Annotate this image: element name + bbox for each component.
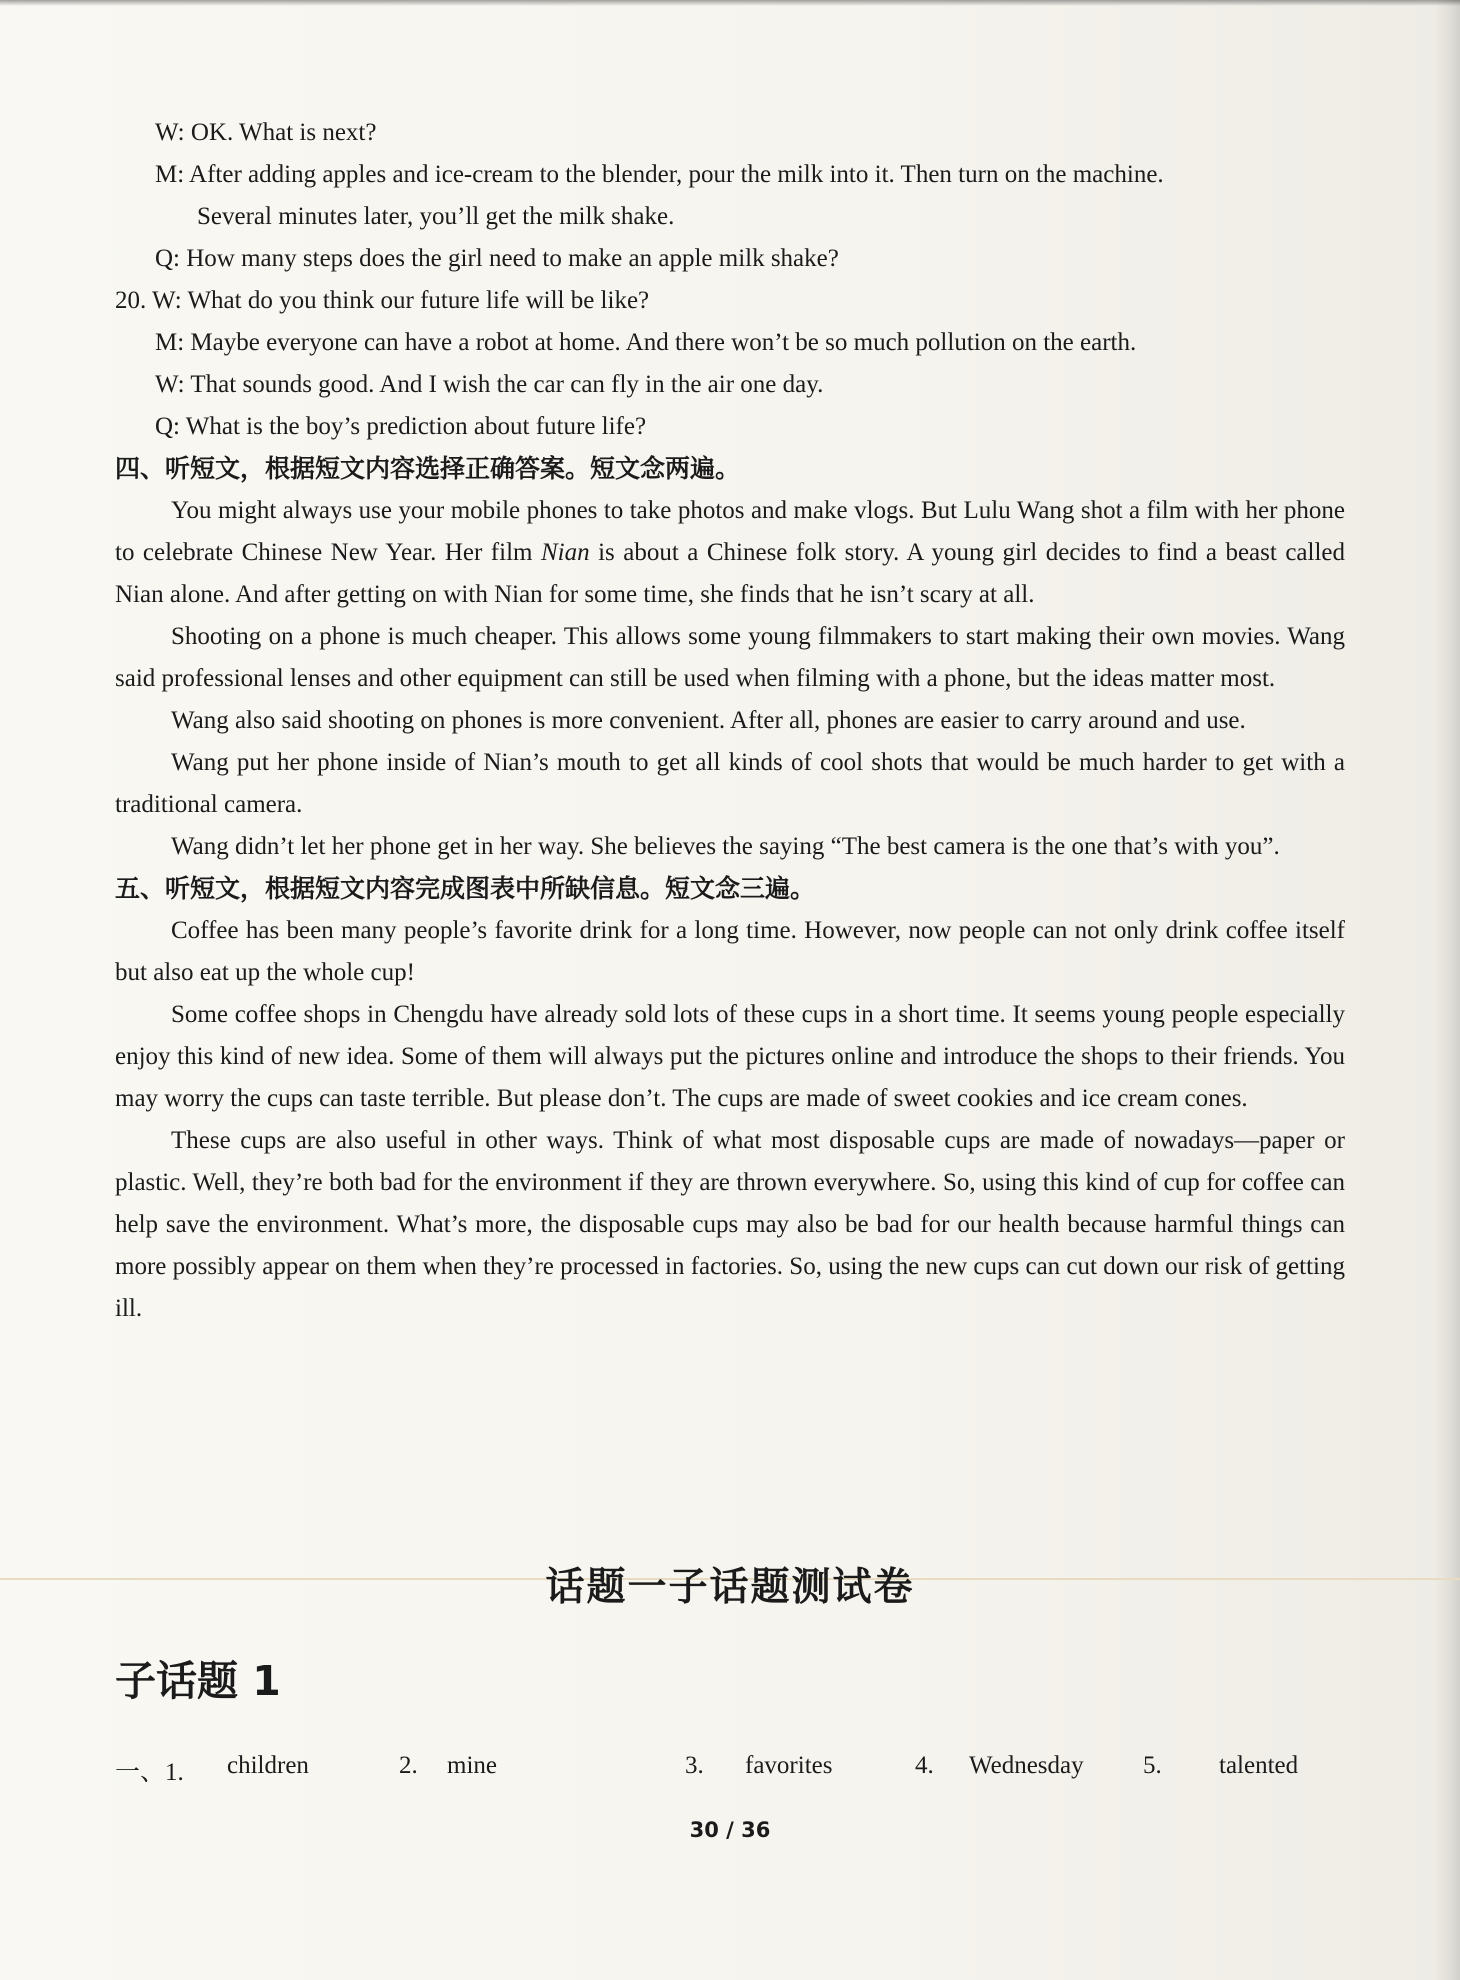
page-body bbox=[115, 112, 1345, 1330]
scan-top-edge bbox=[0, 0, 1460, 6]
sub-title: 子话题 1 bbox=[115, 1657, 281, 1705]
answer-4: Wednesday bbox=[969, 1752, 1084, 1779]
answer-row bbox=[115, 1752, 1345, 1792]
dialogue-line: Several minutes later, you’ll get the milk shake. bbox=[197, 203, 675, 230]
answer-lead: 一、1. bbox=[115, 1759, 184, 1786]
section-4-heading: 四、听短文，根据短文内容选择正确答案。短文念两遍。 bbox=[115, 454, 741, 483]
dialogue-line: Q: How many steps does the girl need to make an apple milk shake? bbox=[155, 245, 839, 272]
dialogue-line: W: OK. What is next? bbox=[155, 119, 377, 146]
section-5-paragraph: Some coffee shops in Chengdu have already sold lots of these cups in a short time. It seems young people especially enjoy this kind of new idea. Some of them will always put the pictures online and introduce the shops to their friends. You may worry the cups can taste terrible. But please don’t. The cups are made of sweet cookies and ice cream cones. bbox=[115, 1001, 1345, 1112]
answer-5-number: 5. bbox=[1143, 1752, 1162, 1779]
section-4-paragraph: Wang put her phone inside of Nian’s mouth to get all kinds of cool shots that would be much harder to get with a traditional camera. bbox=[115, 749, 1345, 818]
paragraph-text: You might always use your mobile phones to take photos and make vlogs. But Lulu Wang shot a film with her phone to celebrate Chinese New Year. Her film bbox=[115, 497, 1345, 566]
dialogue-line: W: That sounds good. And I wish the car can fly in the air one day. bbox=[155, 371, 824, 398]
section-title: 话题一子话题测试卷 bbox=[545, 1565, 915, 1610]
section-4-paragraph: Wang didn’t let her phone get in her way. She believes the saying “The best camera is the one that’s with you”. bbox=[171, 833, 1280, 860]
section-5-paragraph: These cups are also useful in other ways. Think of what most disposable cups are made of nowadays—paper or plastic. Well, they’re both bad for the environment if they are thrown everywhere. So, using this kind of cup for coffee can help save the environment. What’s more, the disposable cups may also be bad for our health because harmful things can more possibly appear on them when they’re processed in factories. So, using the new cups can cut down our risk of getting ill. bbox=[115, 1127, 1345, 1322]
answer-3-number: 3. bbox=[685, 1752, 704, 1779]
answer-1: children bbox=[227, 1752, 309, 1779]
section-4-paragraph: Wang also said shooting on phones is more convenient. After all, phones are easier to carry around and use. bbox=[171, 707, 1246, 734]
page-number: 30 / 36 bbox=[689, 1818, 771, 1842]
answer-2-number: 2. bbox=[399, 1752, 418, 1779]
dialogue-line: M: After adding apples and ice-cream to the blender, pour the milk into it. Then turn on the machine. bbox=[155, 161, 1164, 188]
section-5-paragraph: Coffee has been many people’s favorite drink for a long time. However, now people can not only drink coffee itself but also eat up the whole cup! bbox=[115, 917, 1345, 986]
film-title: Nian bbox=[540, 539, 590, 566]
section-5-heading: 五、听短文，根据短文内容完成图表中所缺信息。短文念三遍。 bbox=[115, 874, 816, 903]
dialogue-line: 20. W: What do you think our future life will be like? bbox=[115, 287, 650, 314]
scan-right-edge bbox=[1434, 0, 1460, 1980]
paragraph-text: is about a Chinese folk story. A young girl decides to find a beast called Nian alone. And after getting on with Nian for some time, she finds that he isn’t scary at all. bbox=[115, 539, 1346, 608]
dialogue-line: Q: What is the boy’s prediction about future life? bbox=[155, 413, 647, 440]
answer-5: talented bbox=[1219, 1752, 1299, 1779]
section-4-paragraph bbox=[115, 490, 1345, 616]
answer-3: favorites bbox=[745, 1752, 833, 1779]
dialogue-line: M: Maybe everyone can have a robot at home. And there won’t be so much pollution on the earth. bbox=[155, 329, 1137, 356]
answer-2: mine bbox=[447, 1752, 497, 1779]
answer-4-number: 4. bbox=[915, 1752, 934, 1779]
section-4-paragraph: Shooting on a phone is much cheaper. This allows some young filmmakers to start making their own movies. Wang said professional lenses and other equipment can still be used when filming with a phone, but the ideas matter most. bbox=[115, 623, 1345, 692]
